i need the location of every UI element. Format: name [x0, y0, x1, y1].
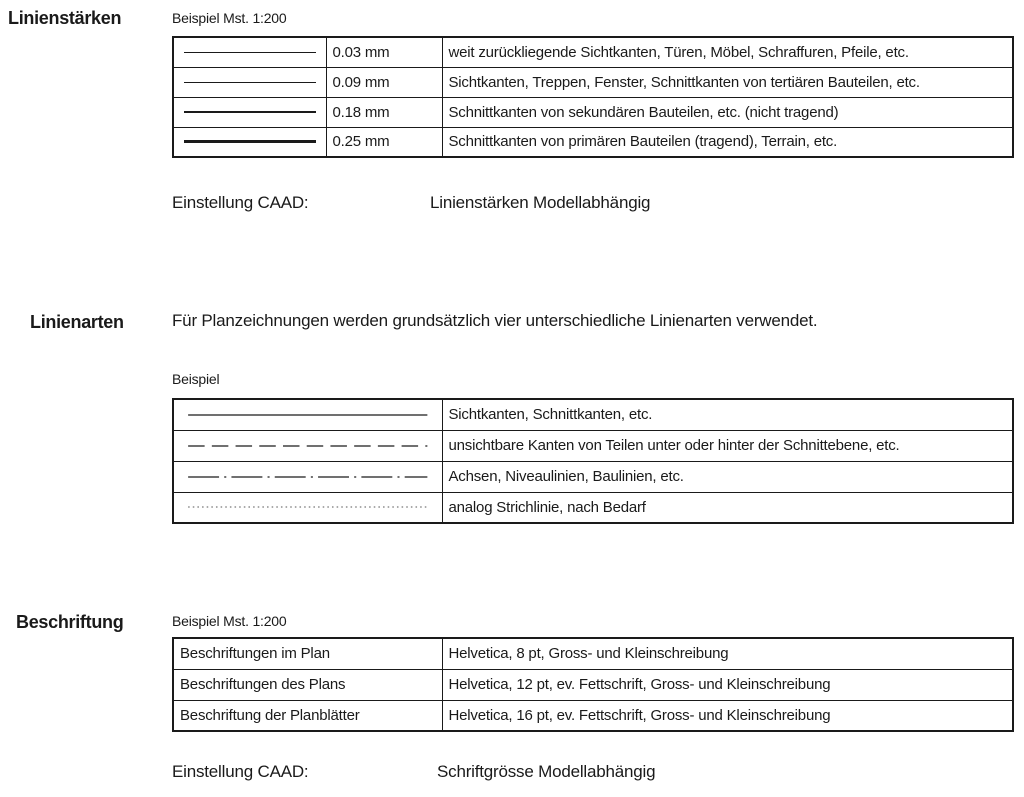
table-row — [173, 127, 1013, 157]
font-spec-cell: Helvetica, 12 pt, ev. Fettschrift, Gross- und Kleinschreibung — [442, 669, 1013, 700]
label-type-cell: Beschriftungen im Plan — [173, 638, 442, 669]
line-sample-cell — [173, 67, 326, 97]
table-row — [173, 461, 1013, 492]
table-row — [173, 97, 1013, 127]
dashed-line-sample — [184, 441, 432, 451]
line-weight-sample — [184, 82, 316, 83]
line-weight-sample — [184, 111, 316, 113]
label-type-cell: Beschriftung der Planblätter — [173, 700, 442, 731]
line-sample-cell — [173, 127, 326, 157]
line-description-cell: Schnittkanten von primären Bauteilen (tragend), Terrain, etc. — [442, 127, 1013, 157]
line-description-cell: Schnittkanten von sekundären Bauteilen, etc. (nicht tragend) — [442, 97, 1013, 127]
beschriftung-caption: Beispiel Mst. 1:200 — [172, 613, 287, 629]
linienstaerken-caption: Beispiel Mst. 1:200 — [172, 10, 287, 26]
solid-line-sample — [184, 410, 432, 420]
dash-dot-line-sample — [184, 472, 432, 482]
line-width-cell: 0.03 mm — [326, 37, 442, 67]
linienstaerken-setting-value: Linienstärken Modellabhängig — [430, 193, 651, 212]
table-row — [173, 37, 1013, 67]
line-width-cell: 0.25 mm — [326, 127, 442, 157]
table-row — [173, 638, 1013, 669]
table-row — [173, 399, 1013, 430]
line-type-sample-cell — [173, 430, 442, 461]
line-type-description-cell: Sichtkanten, Schnittkanten, etc. — [442, 399, 1013, 430]
line-sample-cell — [173, 97, 326, 127]
font-spec-cell: Helvetica, 16 pt, ev. Fettschrift, Gross- und Kleinschreibung — [442, 700, 1013, 731]
beschriftung-setting-value: Schriftgrösse Modellabhängig — [437, 762, 656, 781]
beschriftung-setting-label: Einstellung CAAD: — [172, 762, 309, 781]
label-type-cell: Beschriftungen des Plans — [173, 669, 442, 700]
table-row — [173, 669, 1013, 700]
line-type-description-cell: analog Strichlinie, nach Bedarf — [442, 492, 1013, 523]
beschriftung-table — [172, 637, 1014, 732]
line-type-sample-cell — [173, 461, 442, 492]
line-sample-cell — [173, 37, 326, 67]
dotted-line-sample — [184, 502, 432, 512]
table-row — [173, 700, 1013, 731]
linienarten-title: Linienarten — [30, 312, 124, 332]
line-weight-sample — [184, 140, 316, 143]
linienstaerken-table — [172, 36, 1014, 158]
line-width-cell: 0.09 mm — [326, 67, 442, 97]
linienarten-table — [172, 398, 1014, 524]
line-type-sample-cell — [173, 399, 442, 430]
line-description-cell: Sichtkanten, Treppen, Fenster, Schnittkanten von tertiären Bauteilen, etc. — [442, 67, 1013, 97]
table-row — [173, 430, 1013, 461]
linienarten-caption: Beispiel — [172, 371, 220, 387]
line-width-cell: 0.18 mm — [326, 97, 442, 127]
linienstaerken-title: Linienstärken — [8, 8, 122, 28]
line-weight-sample — [184, 52, 316, 53]
linienarten-intro: Für Planzeichnungen werden grundsätzlich vier unterschiedliche Linienarten verwendet. — [172, 311, 818, 330]
font-spec-cell: Helvetica, 8 pt, Gross- und Kleinschreibung — [442, 638, 1013, 669]
line-description-cell: weit zurückliegende Sichtkanten, Türen, Möbel, Schraffuren, Pfeile, etc. — [442, 37, 1013, 67]
beschriftung-title: Beschriftung — [16, 612, 124, 632]
line-type-description-cell: unsichtbare Kanten von Teilen unter oder hinter der Schnittebene, etc. — [442, 430, 1013, 461]
line-type-description-cell: Achsen, Niveaulinien, Baulinien, etc. — [442, 461, 1013, 492]
table-row — [173, 67, 1013, 97]
linienstaerken-setting-label: Einstellung CAAD: — [172, 193, 309, 212]
table-row — [173, 492, 1013, 523]
line-type-sample-cell — [173, 492, 442, 523]
